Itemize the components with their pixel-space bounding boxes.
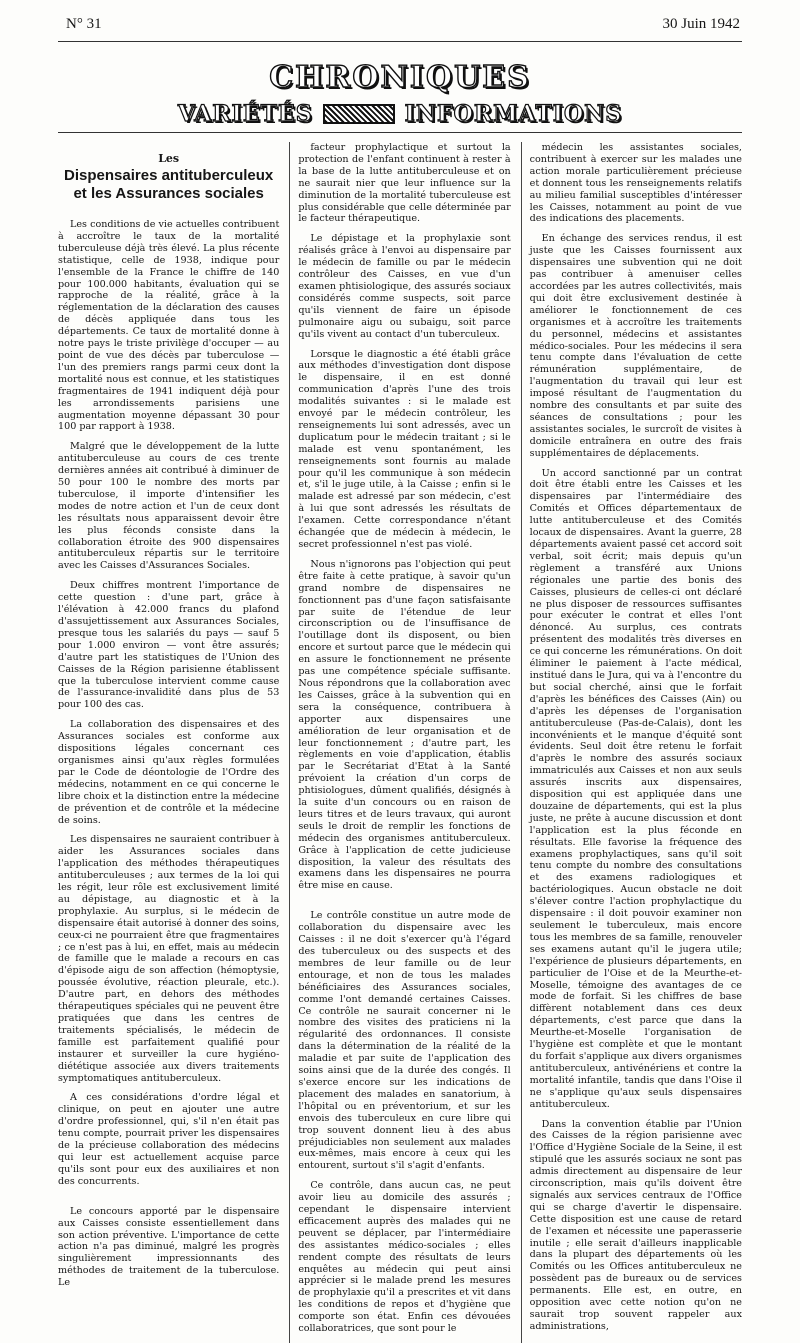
page-header [58,14,742,38]
column-1 [58,142,279,1343]
masthead-left-word: VARIÉTÉS [177,101,313,127]
paragraph: Malgré que le développement de la lutte antituberculeuse au cours de ces trente dernières années ait contribué à diminuer de 50 pour 100 le nombre des morts par tuberculose, il importe d'intensifier les modes de notre action et l'un de ceux dont les résultats nous apparaissent devoir être les plus féconds consiste dans la collaboration étroite des 900 dispensaires antituberculeux répartis sur le territoire avec les Caisses d'Assurances Sociales. [58,441,280,572]
article-columns [58,142,742,1335]
paragraph: Dans la convention établie par l'Union des Caisses de la région parisienne avec l'Office d'Hygiène Sociale de la Seine, il est stipulé que les assurés sociaux ne sont pas admis directement au dispensaire de leur circonscription, mais qu'ils doivent être signalés aux services centraux de l'Office qui se charge d'avertir le dispensaire. Cette disposition est une cause de retard de l'examen et nécessite une paperasserie inutile ; elle serait d'ailleurs inapplicable dans la plupart des départements où les Comités ou les Offices antituberculeux ne possèdent pas de bureaux ou de services permanents. Elle est, en outre, en opposition avec cette notion qu'on ne saurait trop souvent rappeler aux administrations, [529,1118,742,1332]
paragraph: Lorsque le diagnostic a été établi grâce aux méthodes d'investigation dont dispose le dispensaire, il en est donné communication d'après l'une des trois modalités suivantes : si le malade est envoyé par le médecin contrôleur, les renseignements lui sont adressés, avec un duplicatum pour le médecin traitant ; si le malade est venu spontanément, les renseignements sont fournis au malade pour qu'il les communique à son médecin et, s'il le juge utile, à la Caisse ; enfin si le malade est adressé par son médecin, c'est à lui que sont adressés les résultats de l'examen. Cette correspondance n'étant échangée que de médecin à médecin, le secret professionnel n'est pas violé. [298,348,511,550]
paragraph: Le dépistage et la prophylaxie sont réalisés grâce à l'envoi au dispensaire par le médecin de famille ou par le médecin contrôleur des Caisses, en vue d'un examen phtisiologique, des assurés sociaux considérés comme suspects, soit parce qu'ils viennent de faire un épisode pulmonaire aigu ou subaigu, soit parce qu'ils vivent au contact d'un tuberculeux. [298,233,511,340]
paragraph: Les dispensaires ne sauraient contribuer à aider les Assurances sociales dans l'application des méthodes thérapeutiques antituberculeuses ; aux termes de la loi qui les régit, leur rôle est exclusivement limité au dépistage, au diagnostic et à la prophylaxie. Au surplus, si le médecin de dispensaire était autorisé à donner des soins, ceux-ci ne pourraient être que fragmentaires ; ce n'est pas à lui, en effet, mais au médecin de famille que le malade a recours en cas d'épisode aigu de son affection (hémoptysie, poussée évolutive, réaction pleurale, etc.). D'autre part, en dehors des méthodes thérapeutiques spéciales qui ne peuvent être pratiquées que dans les centres de traitements spécialisés, le médecin de famille est parfaitement qualifié pour instaurer et surveiller la cure hygiéno-diététique associée aux divers traitements symptomatiques antituberculeux. [58,834,280,1084]
paragraph: Deux chiffres montrent l'importance de cette question : d'une part, grâce à l'élévation à 42.000 francs du plafond d'assujettissement aux Assurances Sociales, presque tous les salariés du pays — sauf 5 pour 1.000 environ — vont être assurés; d'autre part les statistiques de l'Union des Caisses de la Région parisienne établissent que la tuberculose intervient comme cause de l'assurance-invalidité dans plus de 53 pour 100 des cas. [58,580,280,711]
masthead-rule [58,132,742,133]
paragraph: La collaboration des dispensaires et des Assurances sociales est conforme aux dispositions légales concernant ces organismes ainsi qu'aux règles formulées par le Code de déontologie de l'Ordre des médecins, notamment en ce qui concerne le libre choix et la distinction entre la médecine de prévention et de contrôle et la médecine de soins. [58,719,280,826]
article-title-line2: et les Assurances sociales [73,185,264,202]
paragraph: médecin les assistantes sociales, contribuent à exercer sur les malades une action morale particulièrement précieuse et donnent tous les renseignements relatifs au milieu familial susceptibles d'intéresser les Caisses, notamment au point de vue des indications des placements. [529,142,742,225]
ornament-icon [323,104,395,124]
article-title [58,167,279,203]
article-title-line1: Dispensaires antituberculeux [64,167,274,184]
paragraph: Le concours apporté par le dispensaire aux Caisses consiste essentiellement dans son action préventive. L'importance de cette action n'a pas diminué, malgré les progrès singulièrement impressionnants des méthodes de traitement de la tuberculose. Le [58,1205,280,1289]
paragraph: Ce contrôle, dans aucun cas, ne peut avoir lieu au domicile des assurés ; cependant le dispensaire intervient efficacement auprès des malades qui ne peuvent se déplacer, par l'intermédiaire des assistantes médico-sociales ; elles rendent compte des résultats de leurs enquêtes au médecin qui peut ainsi apprécier si le malade prend les mesures de prophylaxie qu'il a prescrites et vit dans les conditions de repos et d'hygiène que comporte son état. Enfin ces dévouées collaboratrices, que sont pour le [298,1180,511,1335]
paragraph: Un accord sanctionné par un contrat doit être établi entre les Caisses et les dispensaires par l'intermédiaire des Comités et Offices départementaux de lutte antituberculeuse et des Comités locaux de dispensaires. Avant la guerre, 28 départements avaient passé cet accord soit verbal, soit écrit; mais depuis qu'un règlement a transféré aux Unions régionales une partie des bonis des Caisses, plusieurs de celles-ci ont déclaré ne plus disposer de ressources suffisantes pour exécuter le contrat et elles l'ont dénoncé. Au surplus, ces contrats présentent des modalités très diverses en ce qui concerne les rémunérations. On doit éliminer le paiement à l'acte médical, institué dans le Jura, qui va à l'encontre du but social cherché, ainsi que le forfait d'après les bénéfices des Caisses (Ain) ou d'après les dépenses de l'organisation antituberculeuse (Pas-de-Calais), dont les inconvénients et le manque d'équité sont évidents. Seul doit être retenu le forfait d'après le nombre des assurés sociaux immatriculés aux Caisses et non aux seuls assurés inscrits aux dispensaires, disposition qui est appliquée dans une douzaine de départements, qui est la plus juste, ne prête à aucune discussion et dont l'application est la plus féconde en résultats. Elle favorise la fréquence des examens prophylactiques, sans qu'il soit tenu compte du nombre des consultations et des examens radiologiques et bactériologiques. Aucun obstacle ne doit s'élever contre l'action prophylactique du dispensaire : il doit pouvoir examiner non seulement le tuberculeux, mais encore tous les membres de sa famille, renouveler ses examens autant qu'il le jugera utile; l'expérience de plusieurs départements, en particulier de l'Oise et de la Meurthe-et-Moselle, témoigne des avantages de ce mode de forfait. Si les chiffres de base diffèrent notablement dans ces deux départements, c'est parce que dans la Meurthe-et-Moselle l'organisation de l'hygiène est complète et que le montant du forfait s'applique aux divers organismes antituberculeux, antivénériens et contre la mortalité infantile, tandis que dans l'Oise il ne s'applique qu'aux seuls dispensaires antituberculeux. [529,467,742,1110]
article-kicker: Les [158,152,180,165]
paragraph: A ces considérations d'ordre légal et clinique, on peut en ajouter une autre d'ordre professionnel, qui, s'il n'en était pas tenu compte, pourrait priver les dispensaires de la précieuse collaboration des médecins qui leur est actuellement acquise parce qu'ils sont pour eux des auxiliaires et non des concurrents. [58,1092,280,1187]
paragraph: En échange des services rendus, il est juste que les Caisses fournissent aux dispensaires une subvention qui ne doit pas contribuer à amenuiser celles accordées par les autres collectivités, mais qui doit être exclusivement destinée à améliorer le fonctionnement de ces organismes et à accroître les traitements du personnel, médecins et assistantes médico-sociales. Pour les médecins il sera tenu compte dans l'évaluation de cette rémunération supplémentaire, de l'augmentation du travail qui leur est imposé résultant de l'augmentation du nombre des consultants et par suite des séances de consultations ; pour les assistantes sociales, le surcroît de visites à domicile entraînera en outre des frais supplémentaires de déplacements. [529,233,742,459]
column-2 [289,142,510,1343]
paragraph: facteur prophylactique et surtout la protection de l'enfant continuent à rester à la base de la lutte antituberculeuse et on ne saurait nier que leur influence sur la diminution de la mortalité tuberculeuse est plus considérable que celle déterminée par le facteur thérapeutique. [298,142,511,225]
masthead-title: CHRONIQUES [269,60,531,95]
paragraph: Le contrôle constitue un autre mode de collaboration du dispensaire avec les Caisses : il ne doit s'exercer qu'à l'égard des tuberculeux ou des suspects et des membres de leur famille ou de leur entourage, et non de tous les malades bénéficiaires des Assurances sociales, comme l'ont demandé certaines Caisses. Ce contrôle ne saurait concerner ni le nombre des visites des praticiens ni la régularité des ordonnances. Il consiste dans la détermination de la réalité de la maladie et par suite de l'application des soins ainsi que de la durée des congés. Il s'exerce encore sur les indications de placement des malades en sanatorium, à l'hôpital ou en préventorium, et sur les envois des tuberculeux en cure libre qui trop souvent donnent lieu à des abus préjudiciables non seulement aux malades eux-mêmes, mais encore à ceux qui les entourent, surtout s'il s'agit d'enfants. [298,910,511,1172]
paragraph: Les conditions de vie actuelles contribuent à accroître le taux de la mortalité tuberculeuse déjà très élevé. La plus récente statistique, celle de 1938, indique pour l'ensemble de la France le chiffre de 140 pour 100.000 habitants, évaluation qui se rapproche de la réalité, grâce à la réglementation de la déclaration des causes de décès appliquée dans tous les départements. Ce taux de mortalité donne à notre pays le triste privilège d'occuper — au point de vue des décès par tuberculose — l'un des premiers rangs parmi ceux dont la mortalité nous est connue, et les statistiques fragmentaires de 1941 indiquent déjà pour les arrondissements parisiens une augmentation moyenne dépassant 30 pour 100 par rapport à 1938. [58,219,280,433]
masthead-right-word: INFORMATIONS [404,101,623,127]
masthead-subtitle [0,101,800,127]
issue-date: 30 Juin 1942 [662,16,740,32]
header-rule [58,41,742,42]
paragraph: Nous n'ignorons pas l'objection qui peut être faite à cette pratique, à savoir qu'un grand nombre de dispensaires ne fonctionnent pas d'une façon satisfaisante par suite de l'étendue de leur circonscription ou de l'insuffisance de l'outillage dont ils disposent, ou bien encore et surtout parce que le médecin qui en assure le fonctionnement ne présente pas une compétence spéciale suffisante. Nous répondrons que la collaboration avec les Caisses, grâce à la subvention qui en sera la conséquence, contribuera à apporter aux dispensaires une amélioration de leur organisation et de leur fonctionnement ; d'autre part, les règlements en voie d'application, établis par le Secrétariat d'Etat à la Santé prévoient la création d'un corps de phtisiologues, dûment qualifiés, désignés à la suite d'un concours ou en raison de leurs titres et de leurs travaux, qui auront seuls le droit de remplir les fonctions de médecin des organismes antituberculeux. Grâce à l'application de cette judicieuse disposition, la valeur des résultats des examens dans les dispensaires ne pourra être mise en cause. [298,558,511,892]
issue-number: N° 31 [66,16,102,32]
column-3 [521,142,742,1343]
masthead [0,60,800,127]
